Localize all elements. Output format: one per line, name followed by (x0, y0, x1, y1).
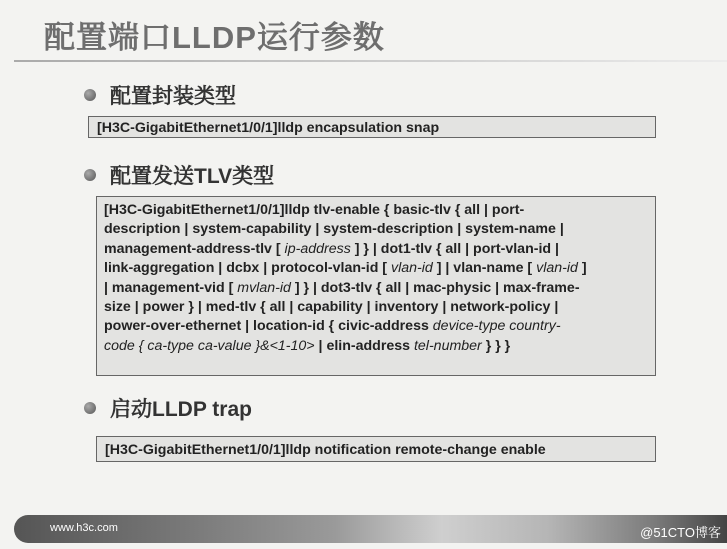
command-segment: ] } | dot3-tlv { all | mac-physic | max-frame- (290, 279, 580, 296)
command-param: vlan-id (390, 260, 433, 277)
bullet-tlv (84, 160, 274, 190)
command-segment: | elin-address (314, 337, 414, 354)
footer-bar (14, 515, 727, 543)
command-box-encapsulation (88, 116, 656, 138)
command-param: mvlan-id (237, 279, 291, 296)
section-heading: 配置封装类型 (110, 85, 236, 108)
command-segment: ] | vlan-name [ (432, 260, 537, 277)
command-param: code { ca-type ca-value }&<1-10> (104, 337, 315, 354)
command-param: vlan-id (536, 260, 578, 277)
command-line: [H3C-GigabitEthernet1/0/1]lldp tlv-enable { basic-tlv { all | port- (104, 202, 525, 218)
command-segment: power-over-ethernet | location-id { civic-address (104, 318, 433, 335)
command-text: [H3C-GigabitEthernet1/0/1]lldp encapsulation snap (97, 120, 440, 136)
command-segment: link-aggregation | dcbx | protocol-vlan-id [ (104, 260, 391, 277)
command-box-tlv (96, 196, 656, 376)
section-heading: 启动LLDP trap (110, 398, 252, 421)
command-line: description | system-capability | system-description | system-name | (104, 221, 564, 238)
command-line (104, 317, 648, 336)
command-text: [H3C-GigabitEthernet1/0/1]lldp notification remote-change enable (105, 442, 546, 458)
command-segment: } } } (481, 337, 511, 354)
command-box-trap (96, 436, 656, 462)
bullet-trap (84, 393, 252, 423)
command-segment: management-address-tlv [ (104, 240, 285, 257)
bullet-dot-icon (84, 89, 96, 101)
watermark: @51CTO博客 (640, 525, 721, 540)
page-title: 配置端口LLDP运行参数 (44, 20, 385, 55)
command-param: device-type country- (432, 318, 561, 335)
command-segment: ] } | dot1-tlv { all | port-vlan-id | (350, 240, 559, 257)
command-segment: ] (577, 260, 587, 277)
title-divider (14, 60, 727, 62)
footer-url: www.h3c.com (50, 522, 118, 534)
bullet-dot-icon (84, 169, 96, 181)
section-heading: 配置发送TLV类型 (110, 165, 275, 188)
command-line (104, 259, 648, 278)
bullet-encapsulation (84, 80, 236, 110)
command-param: ip-address (284, 240, 351, 257)
command-param: tel-number (413, 337, 482, 354)
command-line (104, 279, 648, 298)
command-line (104, 240, 648, 259)
command-line (104, 337, 648, 356)
command-segment: | management-vid [ (104, 279, 238, 296)
bullet-dot-icon (84, 402, 96, 414)
command-line: size | power } | med-tlv { all | capability | inventory | network-policy | (104, 299, 559, 316)
